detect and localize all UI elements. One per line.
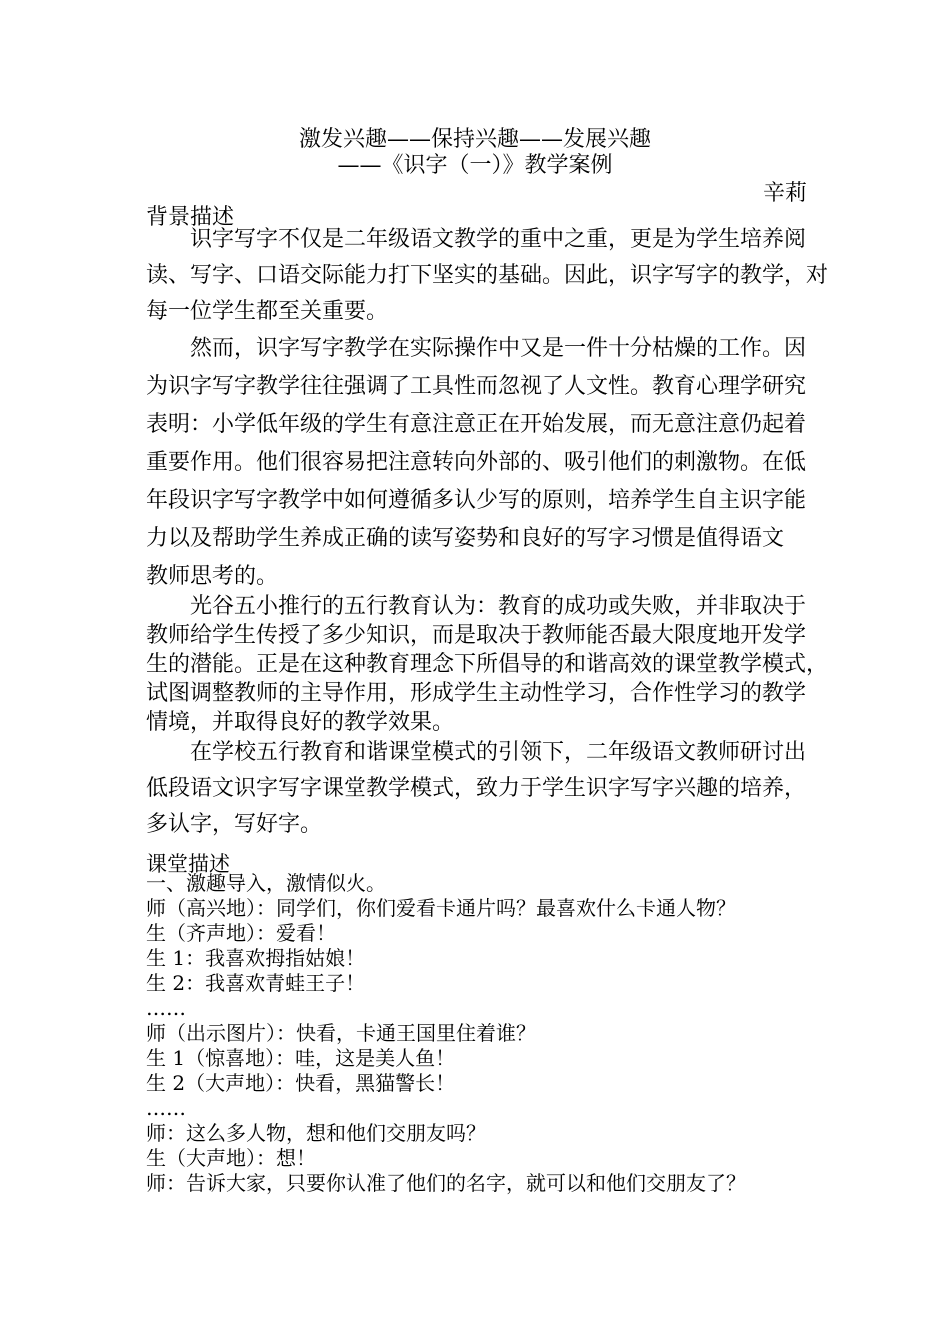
dialog-line: ……: [146, 996, 186, 1020]
paragraph-line: 年段识字写字教学中如何遵循多认少写的原则，培养学生自主识字能: [146, 488, 807, 513]
paragraph-line: 然而，识字写字教学在实际操作中又是一件十分枯燥的工作。因: [190, 336, 807, 361]
paragraph-line: 光谷五小推行的五行教育认为：教育的成功或失败，并非取决于: [190, 594, 807, 619]
dialog-line: ……: [146, 1096, 186, 1120]
section-heading-class: 课堂描述: [146, 852, 230, 876]
classroom-dialog: [146, 871, 746, 1196]
author-name: 辛莉: [762, 181, 807, 206]
paragraph-1: [146, 222, 829, 330]
paragraph-line: 识字写字不仅是二年级语文教学的重中之重，更是为学生培养阅: [190, 227, 807, 252]
paragraph-line: 教师给学生传授了多少知识，而是取决于教师能否最大限度地开发学: [146, 623, 807, 648]
document-subtitle: ——《识字（一）》教学案例: [337, 153, 613, 178]
dialog-line: 师：告诉大家，只要你认准了他们的名字，就可以和他们交朋友了？: [146, 1171, 746, 1195]
paragraph-2: [146, 330, 810, 596]
dialog-line: 生（齐声地）：爱看！: [146, 921, 336, 945]
paragraph-line: 在学校五行教育和谐课堂模式的引领下，二年级语文教师研讨出: [190, 740, 807, 765]
dialog-line: 师（高兴地）：同学们，你们爱看卡通片吗？最喜欢什么卡通人物？: [146, 896, 736, 920]
paragraph-line: 每一位学生都至关重要。: [146, 299, 389, 324]
dialog-line: 生 2：我喜欢青蛙王子！: [146, 971, 366, 995]
paragraph-line: 多认字，写好字。: [146, 812, 323, 837]
dialog-line: 师：这么多人物，想和他们交朋友吗？: [146, 1121, 486, 1145]
paragraph-line: 教师思考的。: [146, 564, 279, 589]
dialog-line: 生 1：我喜欢拇指姑娘！: [146, 946, 366, 970]
dialog-line: 一、激趣导入，激情似火。: [146, 871, 386, 895]
paragraph-line: 低段语文识字写字课堂教学模式，致力于学生识字写字兴趣的培养，: [146, 776, 807, 801]
paragraph-line: 表明：小学低年级的学生有意注意正在开始发展，而无意注意仍起着: [146, 412, 807, 437]
paragraph-line: 情境，并取得良好的教学效果。: [146, 710, 455, 735]
paragraph-line: 为识字写字教学往往强调了工具性而忽视了人文性。教育心理学研究: [146, 374, 807, 399]
paragraph-line: 试图调整教师的主导作用，形成学生主动性学习，合作性学习的教学: [146, 681, 807, 706]
paragraph-line: 重要作用。他们很容易把注意转向外部的、吸引他们的刺激物。在低: [146, 450, 807, 475]
dialog-line: 生 1（惊喜地）：哇，这是美人鱼！: [146, 1046, 456, 1070]
dialog-line: 师（出示图片）：快看，卡通王国里住着谁？: [146, 1021, 536, 1045]
section-heading-background: 背景描述: [146, 205, 235, 230]
paragraph-line: 读、写字、口语交际能力打下坚实的基础。因此，识字写字的教学，对: [146, 263, 829, 288]
paragraph-3: [146, 592, 829, 737]
dialog-line: 生（大声地）：想！: [146, 1146, 316, 1170]
paragraph-line: 生的潜能。正是在这种教育理念下所倡导的和谐高效的课堂教学模式，: [146, 652, 829, 677]
paragraph-line: 力以及帮助学生养成正确的读写姿势和良好的写字习惯是值得语文: [146, 526, 785, 551]
paragraph-4: [146, 735, 810, 843]
document-title: 激发兴趣——保持兴趣——发展兴趣: [298, 127, 651, 152]
dialog-line: 生 2（大声地）：快看，黑猫警长！: [146, 1071, 456, 1095]
